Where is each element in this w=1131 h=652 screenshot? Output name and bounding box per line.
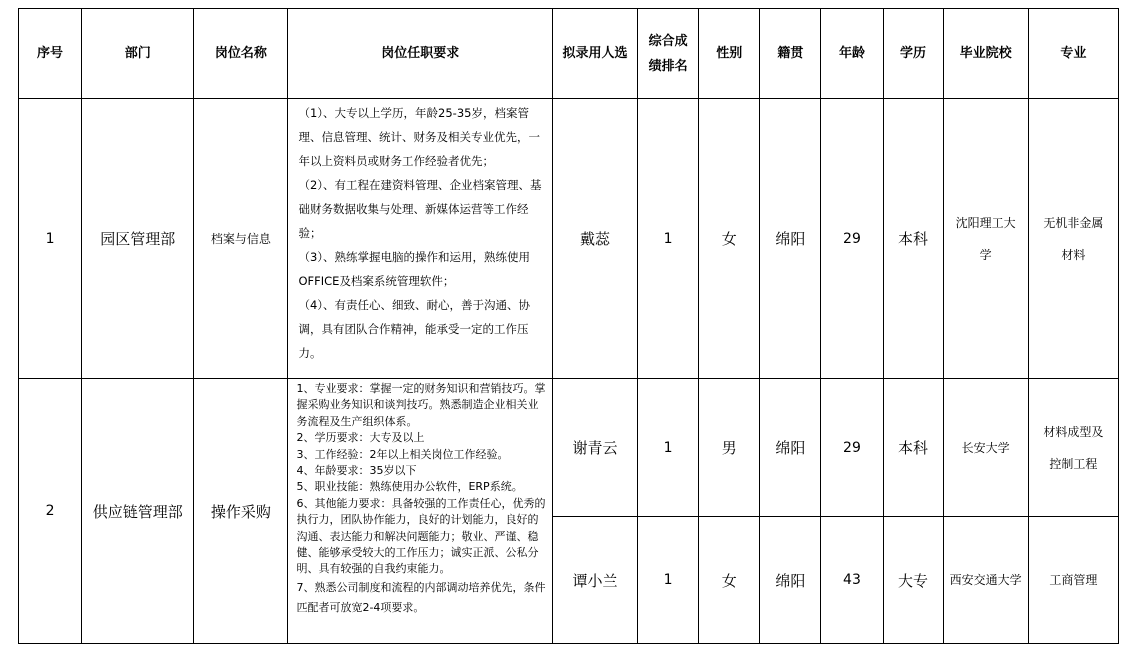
row2b-major: 工商管理 xyxy=(1028,517,1118,644)
row2a-origin: 绵阳 xyxy=(760,379,821,517)
header-origin: 籍贯 xyxy=(760,9,821,99)
row2a-age: 29 xyxy=(821,379,883,517)
row1-school-text: 沈阳理工大学 xyxy=(955,215,1016,262)
header-age: 年龄 xyxy=(821,9,883,99)
row1-gender: 女 xyxy=(699,99,760,379)
row2-req-5: 5、职业技能：熟练使用办公软件，ERP系统。 xyxy=(296,480,523,494)
row1-req-2: （2）、有工程在建资料管理、企业档案管理、基础财务数据收集与处理、新媒体运营等工作经验； xyxy=(298,178,542,240)
row2a-candidate: 谢青云 xyxy=(552,379,637,517)
row1-rank: 1 xyxy=(638,99,699,379)
row2a-major xyxy=(1028,379,1118,517)
row1-education: 本科 xyxy=(883,99,943,379)
row1-requirements xyxy=(288,99,552,379)
header-major: 专业 xyxy=(1028,9,1118,99)
row2-req-7: 7、熟悉公司制度和流程的内部调动培养优先，条件匹配者可放宽2-4项要求。 xyxy=(296,580,546,614)
row2-req-3: 3、工作经验：2年以上相关岗位工作经验。 xyxy=(296,447,509,461)
row2-no: 2 xyxy=(19,379,82,644)
row1-major xyxy=(1028,99,1118,379)
row2a-gender: 男 xyxy=(699,379,760,517)
row2b-gender: 女 xyxy=(699,517,760,644)
header-position: 岗位名称 xyxy=(194,9,288,99)
row2a-education: 本科 xyxy=(883,379,943,517)
row1-position: 档案与信息 xyxy=(194,99,288,379)
row1-major-text: 无机非金属材料 xyxy=(1043,215,1104,262)
row2-req-4: 4、年龄要求：35岁以下 xyxy=(296,464,417,478)
row1-req-3: （3）、熟练掌握电脑的操作和运用，熟练使用OFFICE及档案系统管理软件； xyxy=(298,250,531,288)
header-candidate: 拟录用人选 xyxy=(552,9,637,99)
row1-age: 29 xyxy=(821,99,883,379)
header-rank-text: 综合成绩排名 xyxy=(648,33,688,74)
row2-req-2: 2、学历要求：大专及以上 xyxy=(296,431,425,445)
row1-no: 1 xyxy=(19,99,82,379)
header-row xyxy=(19,9,1119,99)
hiring-table xyxy=(18,8,1119,644)
header-rank xyxy=(638,9,699,99)
header-gender: 性别 xyxy=(699,9,760,99)
table-row-2a xyxy=(19,379,1119,517)
row2-dept: 供应链管理部 xyxy=(82,379,194,644)
table-row-1 xyxy=(19,99,1119,379)
row1-origin: 绵阳 xyxy=(760,99,821,379)
header-no: 序号 xyxy=(19,9,82,99)
row1-dept: 园区管理部 xyxy=(82,99,194,379)
row2b-school xyxy=(943,517,1028,644)
row2-position: 操作采购 xyxy=(194,379,288,644)
row2b-school-text: 西安交通大学 xyxy=(949,573,1022,587)
header-requirements: 岗位任职要求 xyxy=(288,9,552,99)
row2b-origin: 绵阳 xyxy=(760,517,821,644)
row2a-school: 长安大学 xyxy=(943,379,1028,517)
header-dept: 部门 xyxy=(82,9,194,99)
row1-school xyxy=(943,99,1028,379)
row2b-education: 大专 xyxy=(883,517,943,644)
row2b-rank: 1 xyxy=(638,517,699,644)
row2-requirements xyxy=(288,379,552,644)
row2a-major-text: 材料成型及控制工程 xyxy=(1043,424,1104,471)
row2-req-6: 6、其他能力要求：具备较强的工作责任心，优秀的执行力，团队协作能力，良好的计划能力，良好的沟通、表达能力和解决问题能力；敬业、严谨、稳健、能够承受较大的工作压力；诚实正派、公私分明、具有较强的自我约束能力。 xyxy=(296,496,546,576)
header-school: 毕业院校 xyxy=(943,9,1028,99)
header-education: 学历 xyxy=(883,9,943,99)
row2-req-1: 1、专业要求：掌握一定的财务知识和营销技巧。掌握采购业务知识和谈判技巧。熟悉制造企业相关业务流程及生产组织体系。 xyxy=(296,382,546,428)
row2a-rank: 1 xyxy=(638,379,699,517)
row1-candidate: 戴蕊 xyxy=(552,99,637,379)
row2b-candidate: 谭小兰 xyxy=(552,517,637,644)
row2b-age: 43 xyxy=(821,517,883,644)
row1-req-4: （4）、有责任心、细致、耐心，善于沟通、协调，具有团队合作精神，能承受一定的工作压力。 xyxy=(298,298,531,360)
row1-req-1: （1）、大专以上学历，年龄25-35岁，档案管理、信息管理、统计、财务及相关专业优先，一年以上资料员或财务工作经验者优先； xyxy=(298,106,540,168)
